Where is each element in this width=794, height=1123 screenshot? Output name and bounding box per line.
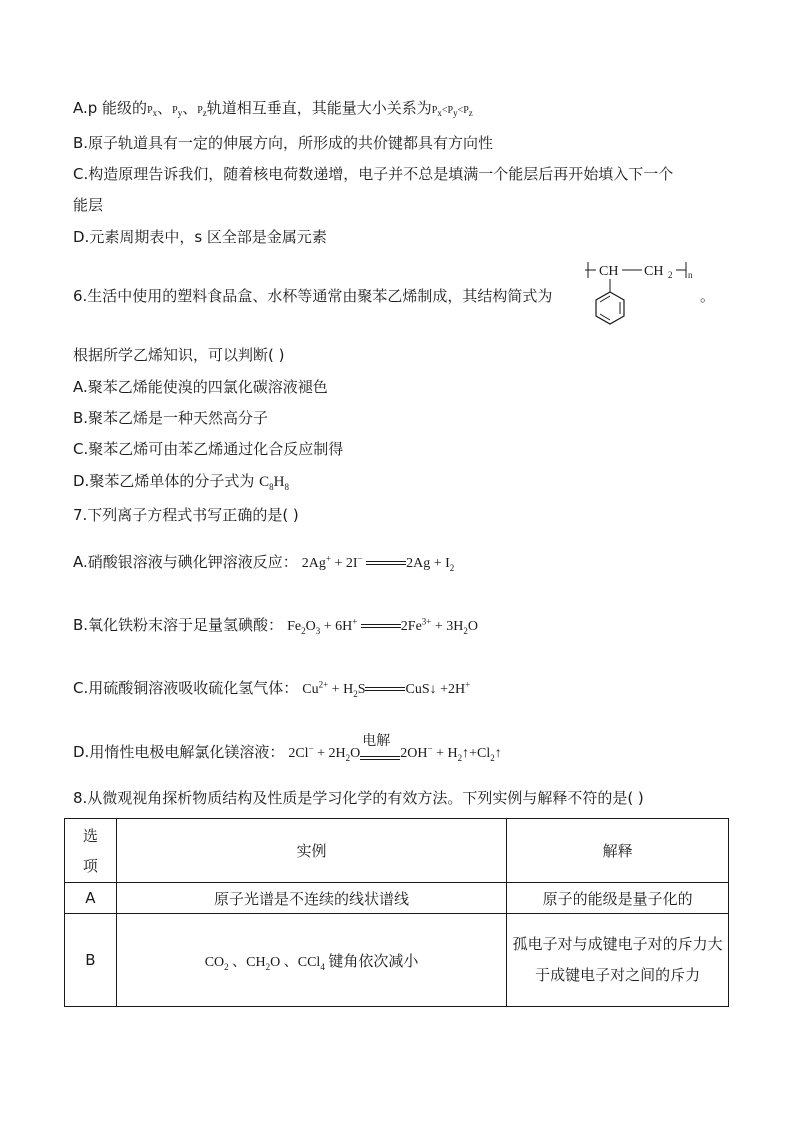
- q7-option-d: D.用惰性电极电解氯化镁溶液： $2Cl^- + 2H_2O$ 电解 $2OH^- + H_2↑+Cl_2↑$: [73, 732, 502, 763]
- q6-stem2: 根据所学乙烯知识，可以判断( ): [73, 346, 285, 364]
- polystyrene-structure: [580, 256, 700, 336]
- formula-sub-2: 2: [668, 270, 673, 280]
- row-b-label: B: [65, 914, 117, 1007]
- table-header-row: [65, 819, 729, 883]
- q6-option-d: D.聚苯乙烯单体的分子式为 $C_8H_8$: [73, 472, 289, 492]
- q7-option-a: A.硝酸银溶液与碘化钾溶液反应： 2Ag+ + 2I− $2Ag + I_2$: [73, 553, 455, 573]
- q6-option-a: A.聚苯乙烯能使溴的四氯化碳溶液褪色: [73, 378, 328, 396]
- header-option: 选项: [65, 819, 117, 883]
- q5-option-a: A.p 能级的$P_x$、$P_y$、$P_z$轨道相互垂直，其能量大小关系为$P_x<P_y<P_z$: [73, 99, 473, 118]
- q6-option-b: B.聚苯乙烯是一种天然高分子: [73, 409, 269, 427]
- q6-stem: 6.生活中使用的塑料食品盒、水杯等通常由聚苯乙烯制成，其结构简式为: [73, 287, 553, 305]
- formula-ch2: CH: [644, 264, 664, 279]
- q5-option-b: B.原子轨道具有一定的伸展方向，所形成的共价键都具有方向性: [73, 134, 494, 152]
- row-a-explanation: 原子的能级是量子化的: [507, 883, 729, 914]
- q6-option-c: C.聚苯乙烯可由苯乙烯通过化合反应制得: [73, 440, 344, 458]
- row-b-explanation: 孤电子对与成键电子对的斥力大于成键电子对之间的斥力: [507, 914, 729, 1007]
- q5-option-c-line2: 能层: [73, 196, 104, 214]
- q7-option-b: B.氧化铁粉末溶于足量氢碘酸： $Fe_2O_3 + 6H^+$ $2Fe^{3+} + 3H_2O$: [73, 616, 478, 636]
- q7-option-c: C.用硫酸铜溶液吸收硫化氢气体： $Cu^{2+} + H_2S$ CuS↓ +2H+: [73, 679, 471, 699]
- table-row: [65, 883, 729, 914]
- header-explanation: 解释: [507, 819, 729, 883]
- table-row: [65, 914, 729, 1007]
- row-a-example: 原子光谱是不连续的线状谱线: [116, 883, 507, 914]
- q8-stem: 8.从微观视角探析物质结构及性质是学习化学的有效方法。下列实例与解释不符的是( ): [73, 789, 644, 807]
- q5-option-d: D.元素周期表中，s 区全部是金属元素: [73, 228, 327, 246]
- q6-stem-end: 。: [700, 287, 716, 305]
- q8-table: [64, 818, 729, 1007]
- formula-n: n: [688, 270, 693, 280]
- q7-stem: 7.下列离子方程式书写正确的是( ): [73, 506, 299, 524]
- formula-ch: CH: [599, 264, 619, 279]
- header-example: 实例: [116, 819, 507, 883]
- q5-option-c-line1: C.构造原理告诉我们，随着核电荷数递增，电子并不总是填满一个能层后再开始填入下一个: [73, 165, 674, 183]
- row-b-example: $CO_2$ 、$CH_2O$ 、CCl$_4$ 键角依次减小: [116, 914, 507, 1007]
- row-a-label: A: [65, 883, 117, 914]
